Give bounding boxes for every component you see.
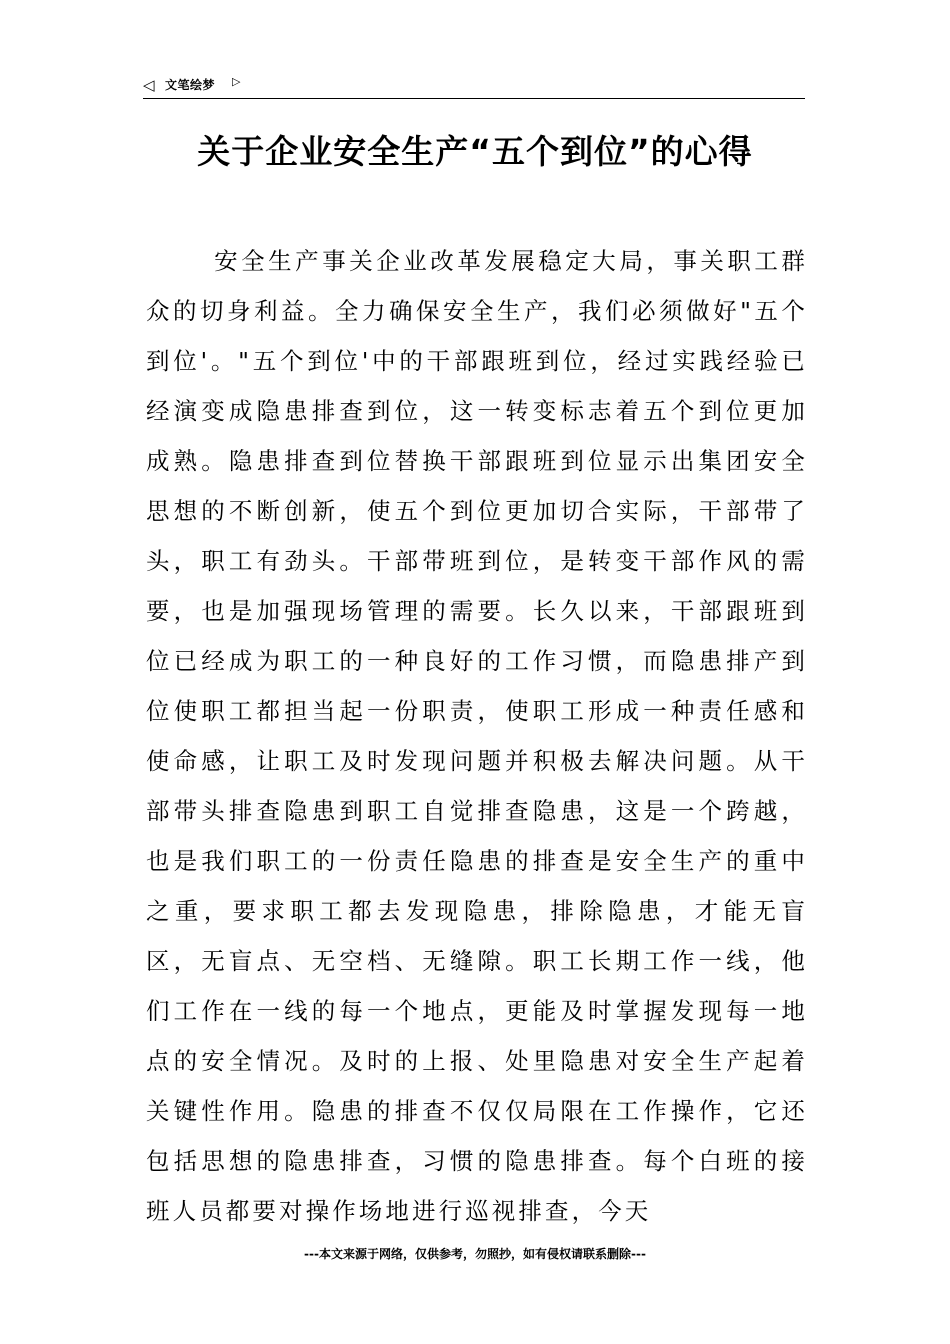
footer-notice: ---本文来源于网络，仅供参考，勿照抄，如有侵权请联系删除--- bbox=[304, 1247, 646, 1261]
document-title: 关于企业安全生产“五个到位”的心得 bbox=[197, 132, 753, 171]
page-header bbox=[143, 74, 805, 99]
body-paragraph: 安全生产事关企业改革发展稳定大局，事关职工群众的切身利益。全力确保安全生产，我们必须做好"五个到位'。"五个到位'中的干部跟班到位，经过实践经验已经演变成隐患排查到位，这一转变标志着五个到位更加成熟。隐患排查到位替换干部跟班到位显示出集团安全思想的不断创新，使五个到位更加切合实际，干部带了头，职工有劲头。干部带班到位，是转变干部作风的需要，也是加强现场管理的需要。长久以来，干部跟班到位已经成为职工的一种良好的工作习惯，而隐患排产到位使职工都担当起一份职责，使职工形成一种责任感和使命感，让职工及时发现问题并积极去解决问题。从干部带头排查隐患到职工自觉排查隐患，这是一个跨越，也是我们职工的一份责任隐患的排查是安全生产的重中之重，要求职工都去发现隐患，排除隐患，才能无盲区，无盲点、无空档、无缝隙。职工长期工作一线，他们工作在一线的每一个地点，更能及时掌握发现每一地点的安全情况。及时的上报、处里隐患对安全生产起着关键性作用。隐患的排查不仅仅局限在工作操作，它还包括思想的隐患排查，习惯的隐患排查。每个白班的接班人员都要对操作场地进行巡视排查，今天 bbox=[146, 247, 808, 1225]
header-brand: 文笔绘梦 bbox=[165, 78, 216, 92]
left-triangle-icon: ◁ bbox=[143, 76, 155, 94]
right-triangle-icon: ▷ bbox=[232, 75, 241, 88]
